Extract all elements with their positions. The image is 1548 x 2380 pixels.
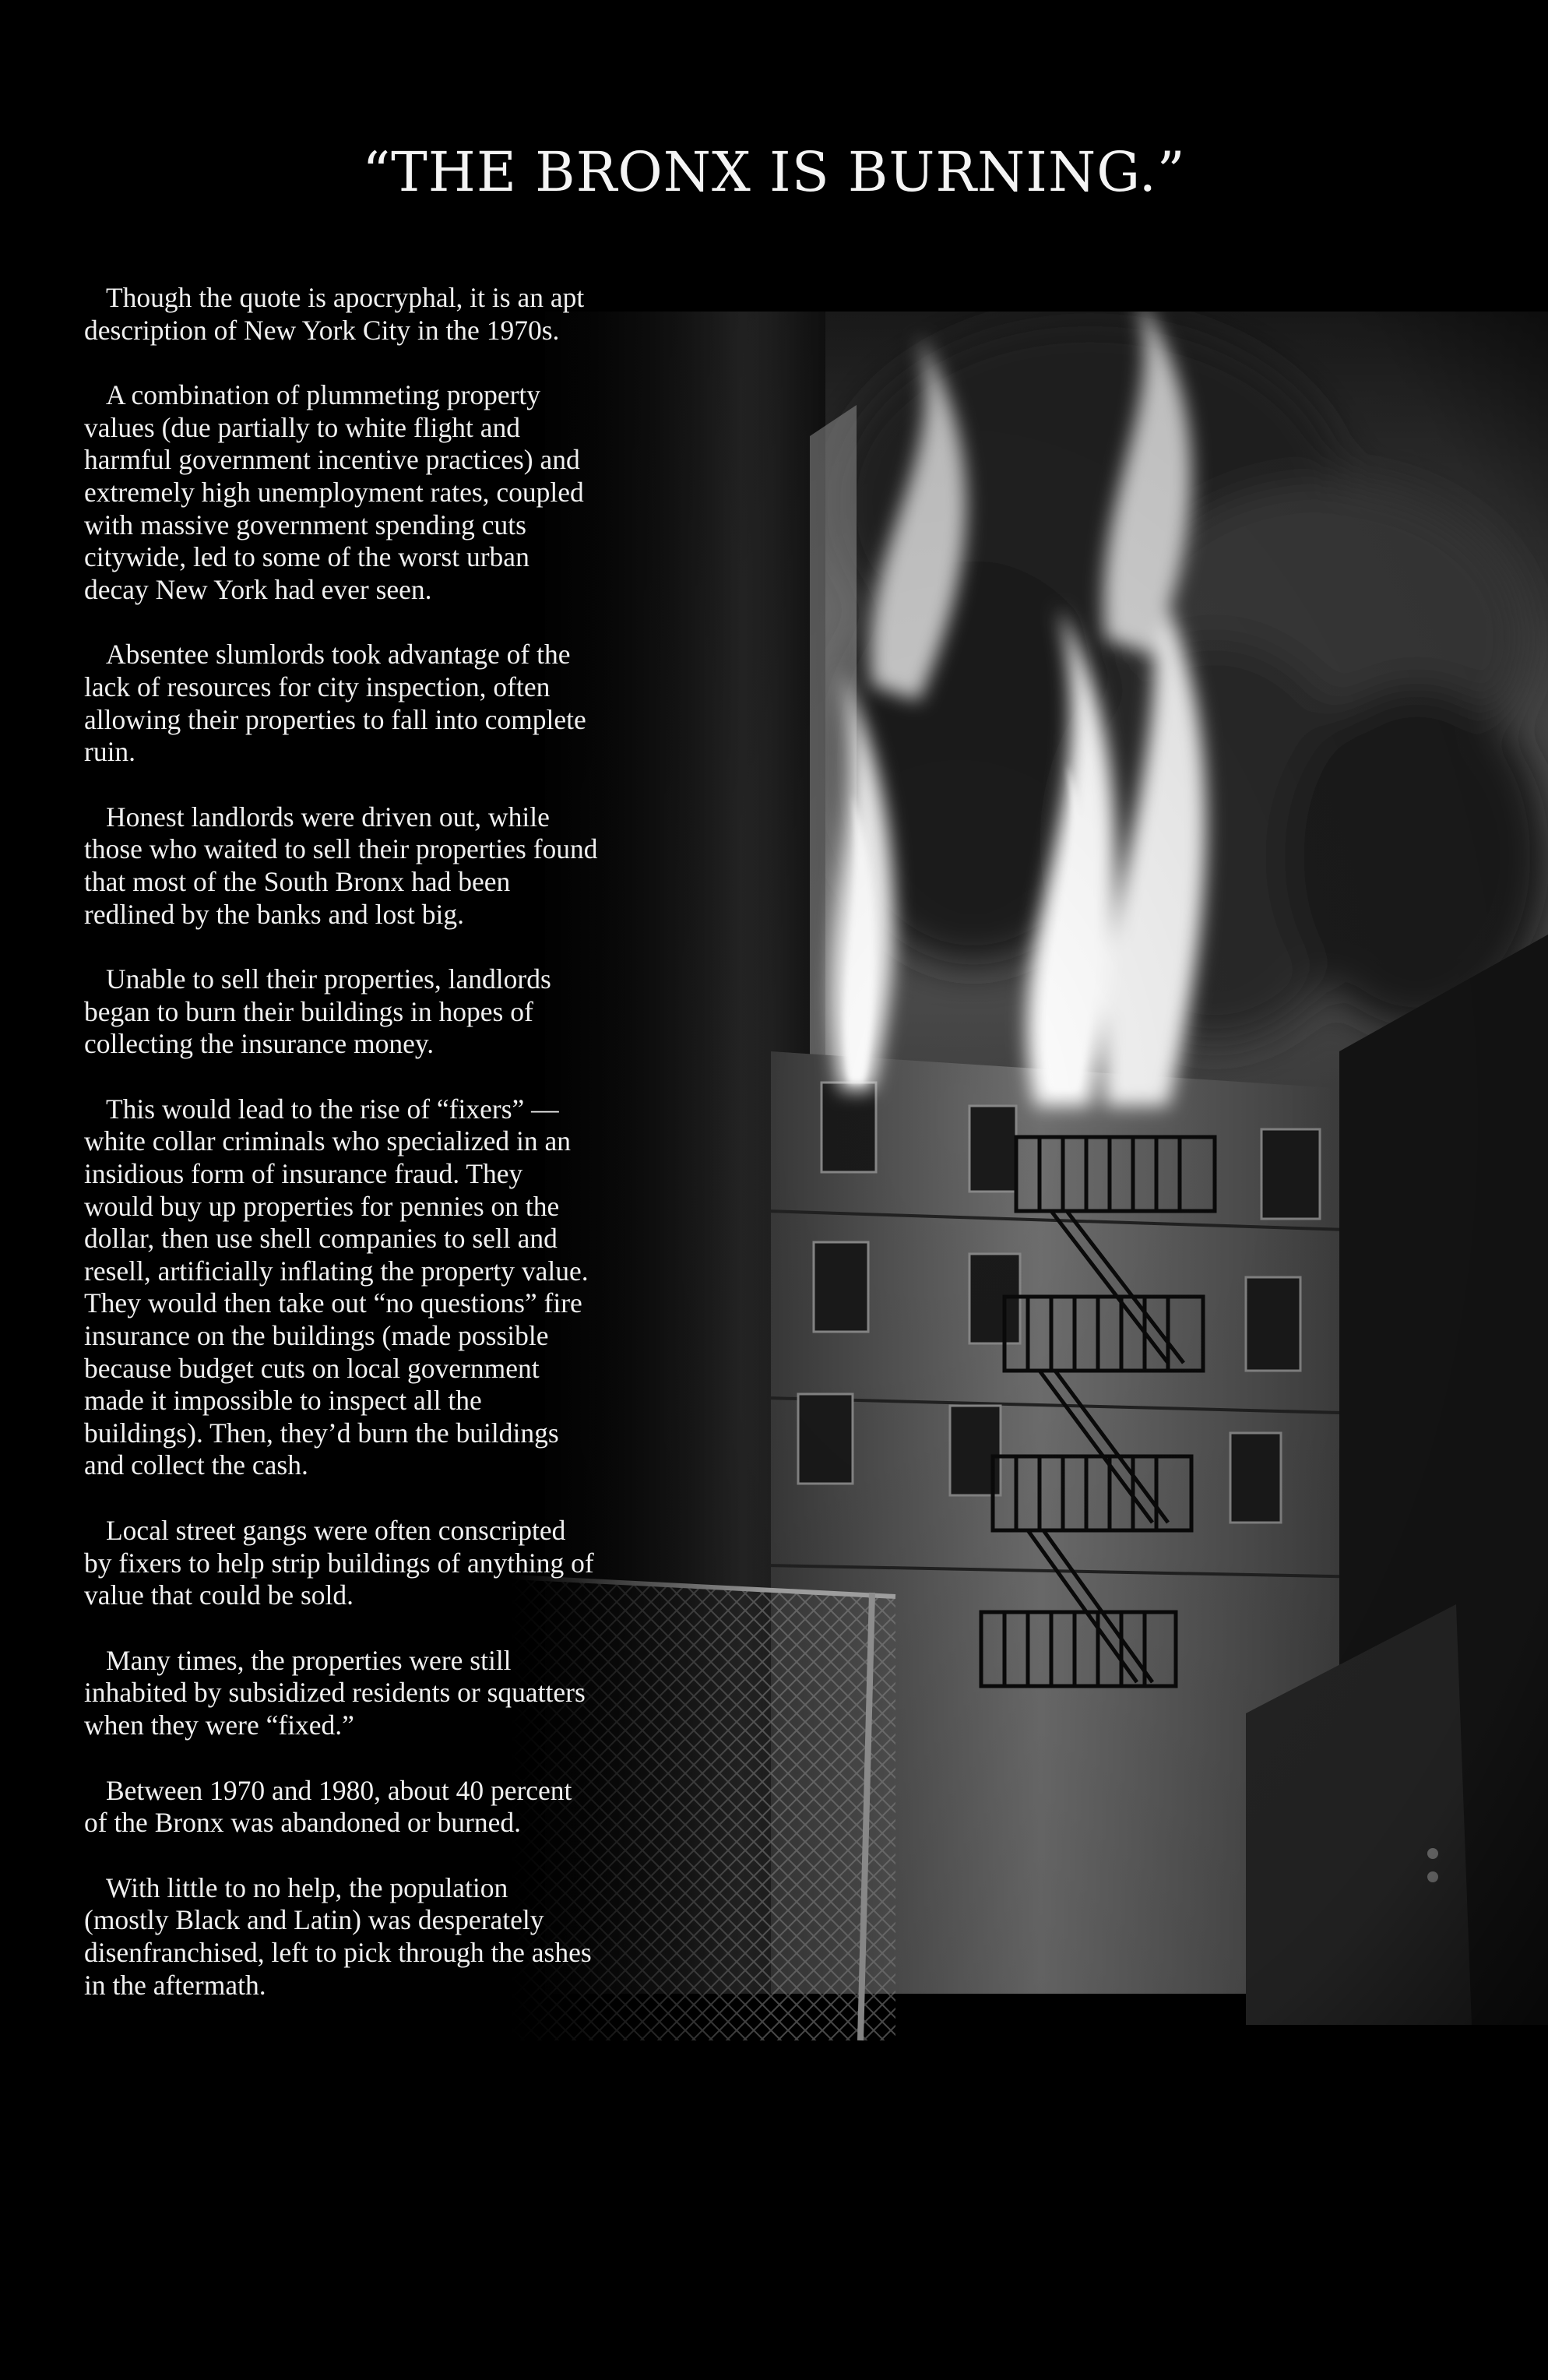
paragraph: Absentee slumlords took advantage of the lack of resources for city inspection, often allowing their properties to fall into complete ruin. (84, 639, 586, 768)
paragraph: Many times, the properties were still inhabited by subsidized residents or squatters when they were “fixed.” (84, 1644, 586, 1741)
paragraph: Local street gangs were often conscripted by fixers to help strip buildings of anything of value that could be sold. (84, 1515, 594, 1611)
paragraph: Between 1970 and 1980, about 40 percent of the Bronx was abandoned or burned. (84, 1774, 572, 1839)
paragraph: With little to no help, the population (mostly Black and Latin) was desperately disenfranchised, left to pick through the ashes in the aftermath. (84, 1871, 592, 2001)
paragraph: Honest landlords were driven out, while those who waited to sell their properties found that most of the South Bronx had been redlined by the banks and lost big. (84, 801, 598, 930)
paragraph: This would lead to the rise of “fixers” — white collar criminals who specialized in an insidious form of insurance fraud. They would buy up properties for pennies on the dollar, then use shell companies to sell and resell, artificially inflating the property value. They would then take out “no questions” fire insurance on the buildings (made possible because budget cuts on local government made it impossible to inspect all the buildings). Then, they’d burn the buildings and collect the cash. (84, 1093, 589, 1481)
paragraph: A combination of plummeting property values (due partially to white flight and harmful government incentive practices) and extremely high unemployment rates, coupled with massive government spending cuts citywide, led to some of the worst urban decay New York had ever seen. (84, 379, 584, 605)
paragraph: Unable to sell their properties, landlords began to burn their buildings in hopes of collecting the insurance money. (84, 963, 551, 1060)
narrative-text-column (84, 282, 598, 2034)
paragraph: Though the quote is apocryphal, it is an apt description of New York City in the 1970s. (84, 282, 585, 346)
page-title: “THE BRONX IS BURNING.” (362, 140, 1186, 204)
